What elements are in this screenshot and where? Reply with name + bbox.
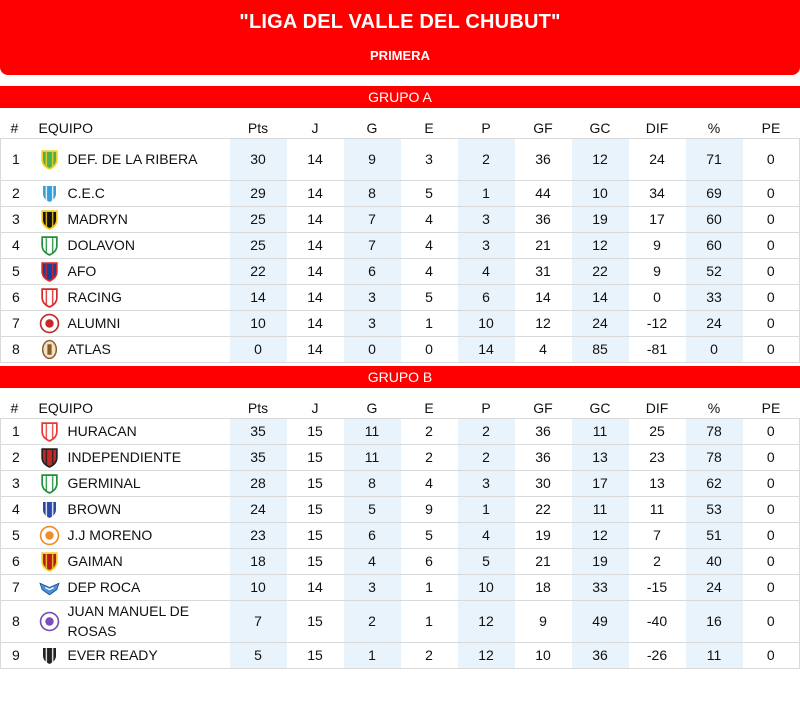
team-cell [31,470,230,496]
penalty-cell: 0 [743,258,800,284]
goals-for-cell: 30 [515,470,572,496]
column-header-won: G [344,394,401,418]
lost-cell: 5 [458,548,515,574]
penalty-cell: 0 [743,444,800,470]
won-cell: 0 [344,336,401,362]
group-a-header-row [1,114,800,138]
group-a-title: GRUPO A [0,86,800,108]
points-cell: 18 [230,548,287,574]
team-name: JUAN MANUEL DE ROSAS [67,603,190,639]
team-name: RACING [67,289,122,305]
table-row [1,496,800,522]
team-name: HURACAN [67,423,137,439]
position-cell: 4 [1,232,31,258]
goal-difference-cell: 11 [629,496,686,522]
drawn-cell: 1 [401,600,458,642]
column-header-goals-against: GC [572,114,629,138]
penalty-cell: 0 [743,470,800,496]
won-cell: 5 [344,496,401,522]
goals-against-cell: 11 [572,496,629,522]
lost-cell: 6 [458,284,515,310]
points-cell: 14 [230,284,287,310]
points-cell: 10 [230,574,287,600]
goals-for-cell: 36 [515,138,572,180]
played-cell: 14 [287,284,344,310]
points-cell: 25 [230,232,287,258]
huracan-crest-icon [39,421,60,442]
drawn-cell: 1 [401,310,458,336]
goals-for-cell: 36 [515,444,572,470]
position-cell: 2 [1,180,31,206]
won-cell: 11 [344,418,401,444]
goal-difference-cell: -12 [629,310,686,336]
juan-manuel-de-rosas-crest-icon [39,611,60,632]
played-cell: 15 [287,548,344,574]
germinal-crest-icon [39,473,60,494]
goal-difference-cell: 9 [629,232,686,258]
league-header [0,0,800,75]
won-cell: 6 [344,258,401,284]
goals-for-cell: 19 [515,522,572,548]
column-header-position: # [1,114,31,138]
team-cell [31,258,230,284]
team-name: AFO [67,263,97,279]
penalty-cell: 0 [743,206,800,232]
position-cell: 1 [1,418,31,444]
table-row [1,232,800,258]
position-cell: 8 [1,336,31,362]
won-cell: 6 [344,522,401,548]
percentage-cell: 24 [686,310,743,336]
won-cell: 8 [344,470,401,496]
points-cell: 0 [230,336,287,362]
points-cell: 5 [230,642,287,668]
team-cell [31,336,230,362]
table-row [1,310,800,336]
position-cell: 7 [1,310,31,336]
dolavon-crest-icon [39,235,60,256]
team-name: DOLAVON [67,237,135,253]
goals-for-cell: 44 [515,180,572,206]
position-cell: 8 [1,600,31,642]
points-cell: 22 [230,258,287,284]
points-cell: 30 [230,138,287,180]
drawn-cell: 4 [401,258,458,284]
penalty-cell: 0 [743,138,800,180]
drawn-cell: 5 [401,180,458,206]
dep-roca-crest-icon [39,577,60,598]
points-cell: 35 [230,418,287,444]
column-header-position: # [1,394,31,418]
group-b-body [1,418,800,668]
column-header-points: Pts [230,114,287,138]
lost-cell: 1 [458,496,515,522]
won-cell: 8 [344,180,401,206]
percentage-cell: 78 [686,444,743,470]
lost-cell: 12 [458,600,515,642]
column-header-won: G [344,114,401,138]
position-cell: 6 [1,284,31,310]
points-cell: 28 [230,470,287,496]
penalty-cell: 0 [743,642,800,668]
points-cell: 25 [230,206,287,232]
lost-cell: 10 [458,574,515,600]
column-header-team: EQUIPO [31,114,230,138]
points-cell: 7 [230,600,287,642]
won-cell: 4 [344,548,401,574]
table-row [1,206,800,232]
column-header-drawn: E [401,114,458,138]
goals-against-cell: 19 [572,206,629,232]
position-cell: 1 [1,138,31,180]
team-cell [31,284,230,310]
team-name: INDEPENDIENTE [67,449,182,465]
played-cell: 14 [287,206,344,232]
team-cell [31,600,230,642]
team-name: DEP ROCA [67,579,141,595]
played-cell: 15 [287,496,344,522]
lost-cell: 3 [458,206,515,232]
team-cell [31,206,230,232]
goals-for-cell: 36 [515,418,572,444]
lost-cell: 10 [458,310,515,336]
goal-difference-cell: 25 [629,418,686,444]
group-b-table [0,394,800,669]
goals-against-cell: 17 [572,470,629,496]
played-cell: 14 [287,232,344,258]
column-header-goals-against: GC [572,394,629,418]
percentage-cell: 16 [686,600,743,642]
played-cell: 14 [287,180,344,206]
goals-against-cell: 12 [572,138,629,180]
penalty-cell: 0 [743,310,800,336]
lost-cell: 3 [458,470,515,496]
column-header-lost: P [458,114,515,138]
team-name: ALUMNI [67,315,121,331]
position-cell: 5 [1,522,31,548]
team-cell [31,522,230,548]
madryn-crest-icon [39,209,60,230]
column-header-goals-for: GF [515,114,572,138]
table-row [1,138,800,180]
penalty-cell: 0 [743,522,800,548]
column-header-points: Pts [230,394,287,418]
column-header-lost: P [458,394,515,418]
penalty-cell: 0 [743,284,800,310]
won-cell: 3 [344,574,401,600]
goal-difference-cell: 2 [629,548,686,574]
percentage-cell: 0 [686,336,743,362]
table-row [1,642,800,668]
points-cell: 35 [230,444,287,470]
percentage-cell: 11 [686,642,743,668]
percentage-cell: 24 [686,574,743,600]
team-cell [31,232,230,258]
goal-difference-cell: -15 [629,574,686,600]
column-header-team: EQUIPO [31,394,230,418]
team-cell [31,642,230,668]
def-de-la-ribera-crest-icon [39,149,60,170]
played-cell: 14 [287,336,344,362]
goal-difference-cell: 0 [629,284,686,310]
played-cell: 14 [287,574,344,600]
goals-for-cell: 10 [515,642,572,668]
goals-against-cell: 49 [572,600,629,642]
team-name: EVER READY [67,647,158,663]
lost-cell: 12 [458,642,515,668]
drawn-cell: 5 [401,522,458,548]
table-row [1,180,800,206]
goals-for-cell: 9 [515,600,572,642]
won-cell: 11 [344,444,401,470]
goals-against-cell: 22 [572,258,629,284]
won-cell: 7 [344,232,401,258]
played-cell: 15 [287,600,344,642]
played-cell: 15 [287,418,344,444]
racing-crest-icon [39,287,60,308]
team-cell [31,548,230,574]
played-cell: 14 [287,258,344,284]
table-row [1,418,800,444]
played-cell: 15 [287,642,344,668]
independiente-crest-icon [39,447,60,468]
goals-for-cell: 14 [515,284,572,310]
team-cell [31,496,230,522]
penalty-cell: 0 [743,180,800,206]
won-cell: 1 [344,642,401,668]
lost-cell: 4 [458,522,515,548]
goal-difference-cell: -26 [629,642,686,668]
goal-difference-cell: 7 [629,522,686,548]
column-header-penalty: PE [743,394,800,418]
lost-cell: 2 [458,138,515,180]
goals-against-cell: 33 [572,574,629,600]
goal-difference-cell: 17 [629,206,686,232]
goal-difference-cell: 13 [629,470,686,496]
table-row [1,548,800,574]
goals-against-cell: 12 [572,232,629,258]
afo-crest-icon [39,261,60,282]
cec-crest-icon [39,183,60,204]
column-header-percentage: % [686,114,743,138]
played-cell: 15 [287,444,344,470]
points-cell: 29 [230,180,287,206]
drawn-cell: 5 [401,284,458,310]
table-row [1,600,800,642]
atlas-crest-icon [39,339,60,360]
played-cell: 15 [287,470,344,496]
group-b-title: GRUPO B [0,366,800,388]
drawn-cell: 4 [401,470,458,496]
drawn-cell: 3 [401,138,458,180]
group-a-table [0,114,800,363]
percentage-cell: 78 [686,418,743,444]
table-row [1,444,800,470]
position-cell: 4 [1,496,31,522]
column-header-penalty: PE [743,114,800,138]
lost-cell: 2 [458,444,515,470]
alumni-crest-icon [39,313,60,334]
won-cell: 7 [344,206,401,232]
goals-against-cell: 36 [572,642,629,668]
percentage-cell: 60 [686,206,743,232]
penalty-cell: 0 [743,574,800,600]
percentage-cell: 33 [686,284,743,310]
goals-for-cell: 4 [515,336,572,362]
goals-against-cell: 85 [572,336,629,362]
goals-for-cell: 21 [515,232,572,258]
won-cell: 9 [344,138,401,180]
drawn-cell: 4 [401,206,458,232]
percentage-cell: 40 [686,548,743,574]
table-row [1,258,800,284]
penalty-cell: 0 [743,418,800,444]
position-cell: 9 [1,642,31,668]
team-cell [31,138,230,180]
gaiman-crest-icon [39,551,60,572]
team-cell [31,418,230,444]
team-name: GERMINAL [67,475,141,491]
column-header-percentage: % [686,394,743,418]
team-cell [31,180,230,206]
goal-difference-cell: -81 [629,336,686,362]
group-b-header-row [1,394,800,418]
table-row [1,470,800,496]
drawn-cell: 2 [401,444,458,470]
position-cell: 2 [1,444,31,470]
goal-difference-cell: 9 [629,258,686,284]
goals-against-cell: 14 [572,284,629,310]
percentage-cell: 52 [686,258,743,284]
column-header-goals-for: GF [515,394,572,418]
goal-difference-cell: -40 [629,600,686,642]
ever-ready-crest-icon [39,645,60,666]
goals-for-cell: 36 [515,206,572,232]
column-header-goal-difference: DIF [629,394,686,418]
goals-against-cell: 24 [572,310,629,336]
team-name: BROWN [67,501,122,517]
won-cell: 2 [344,600,401,642]
drawn-cell: 6 [401,548,458,574]
position-cell: 3 [1,206,31,232]
team-cell [31,574,230,600]
percentage-cell: 53 [686,496,743,522]
drawn-cell: 2 [401,642,458,668]
team-cell [31,444,230,470]
position-cell: 7 [1,574,31,600]
lost-cell: 4 [458,258,515,284]
goal-difference-cell: 23 [629,444,686,470]
team-name: C.E.C [67,185,105,201]
penalty-cell: 0 [743,336,800,362]
group-a-body [1,138,800,362]
league-title: "LIGA DEL VALLE DEL CHUBUT" [239,11,561,33]
played-cell: 14 [287,138,344,180]
percentage-cell: 69 [686,180,743,206]
goals-against-cell: 11 [572,418,629,444]
penalty-cell: 0 [743,548,800,574]
drawn-cell: 4 [401,232,458,258]
jj-moreno-crest-icon [39,525,60,546]
percentage-cell: 62 [686,470,743,496]
points-cell: 23 [230,522,287,548]
table-row [1,284,800,310]
lost-cell: 1 [458,180,515,206]
team-name: MADRYN [67,211,128,227]
penalty-cell: 0 [743,232,800,258]
lost-cell: 2 [458,418,515,444]
brown-crest-icon [39,499,60,520]
table-row [1,336,800,362]
goals-for-cell: 31 [515,258,572,284]
penalty-cell: 0 [743,496,800,522]
table-row [1,574,800,600]
team-cell [31,310,230,336]
drawn-cell: 2 [401,418,458,444]
team-name: ATLAS [67,341,111,357]
goals-for-cell: 21 [515,548,572,574]
played-cell: 15 [287,522,344,548]
penalty-cell: 0 [743,600,800,642]
drawn-cell: 1 [401,574,458,600]
percentage-cell: 60 [686,232,743,258]
division-label: PRIMERA [370,48,430,63]
goals-against-cell: 10 [572,180,629,206]
position-cell: 5 [1,258,31,284]
lost-cell: 3 [458,232,515,258]
team-name: J.J MORENO [67,527,153,543]
goal-difference-cell: 24 [629,138,686,180]
goals-for-cell: 18 [515,574,572,600]
column-header-played: J [287,394,344,418]
position-cell: 3 [1,470,31,496]
won-cell: 3 [344,284,401,310]
table-row [1,522,800,548]
points-cell: 24 [230,496,287,522]
position-cell: 6 [1,548,31,574]
percentage-cell: 71 [686,138,743,180]
drawn-cell: 9 [401,496,458,522]
goals-for-cell: 22 [515,496,572,522]
drawn-cell: 0 [401,336,458,362]
goal-difference-cell: 34 [629,180,686,206]
lost-cell: 14 [458,336,515,362]
team-name: GAIMAN [67,553,123,569]
goals-against-cell: 19 [572,548,629,574]
percentage-cell: 51 [686,522,743,548]
goals-against-cell: 12 [572,522,629,548]
column-header-drawn: E [401,394,458,418]
column-header-played: J [287,114,344,138]
played-cell: 14 [287,310,344,336]
points-cell: 10 [230,310,287,336]
team-name: DEF. DE LA RIBERA [67,151,198,167]
column-header-goal-difference: DIF [629,114,686,138]
goals-for-cell: 12 [515,310,572,336]
goals-against-cell: 13 [572,444,629,470]
won-cell: 3 [344,310,401,336]
